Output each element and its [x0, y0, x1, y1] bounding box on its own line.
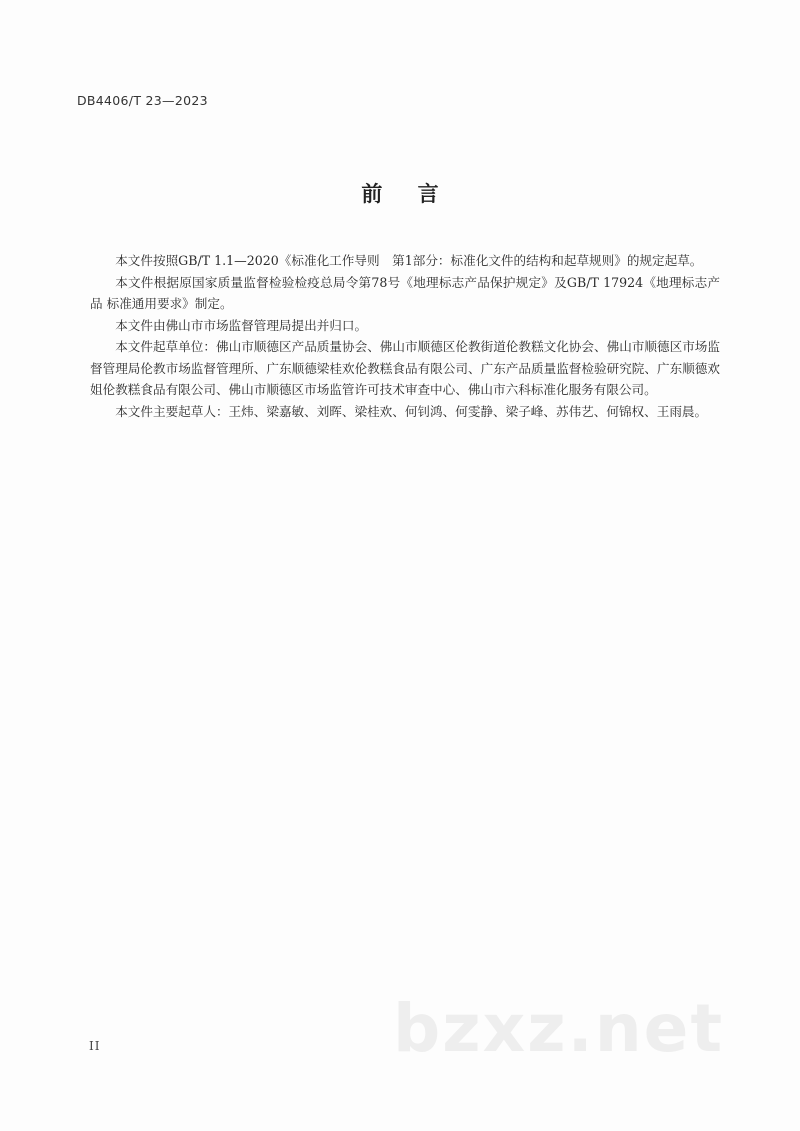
foreword-body [90, 250, 720, 422]
watermark: bzxz.net [392, 990, 724, 1067]
page-title: 前 言 [361, 182, 453, 206]
page-number: II [89, 1039, 101, 1053]
paragraph-drafters: 本文件主要起草人：王炜、梁嘉敏、刘晖、梁桂欢、何钊鸿、何雯静、梁子峰、苏伟艺、何锦权、王雨晨。 [115, 403, 708, 419]
paragraph-drafting-units: 本文件起草单位：佛山市顺德区产品质量协会、佛山市顺德区伦教街道伦教糕文化协会、佛山市顺德区市场监督管理局伦教市场监督管理所、广东顺德梁桂欢伦教糕食品有限公司、广东产品质量监督检验研究院、广东顺德欢姐伦教糕食品有限公司、佛山市顺德区市场监管许可技术审查中心、佛山市六科标准化服务有限公司。 [90, 339, 720, 397]
paragraph-standard-basis: 本文件按照GB/T 1.1—2020《标准化工作导则 第1部分：标准化文件的结构和起草规则》的规定起草。 [115, 253, 703, 268]
paragraph-regulation-basis: 本文件根据原国家质量监督检验检疫总局令第78号《地理标志产品保护规定》及GB/T 17924《地理标志产品 标准通用要求》制定。 [90, 274, 720, 311]
document-code: DB4406/T 23—2023 [77, 93, 208, 108]
paragraph-proposer: 本文件由佛山市市场监督管理局提出并归口。 [115, 317, 368, 333]
